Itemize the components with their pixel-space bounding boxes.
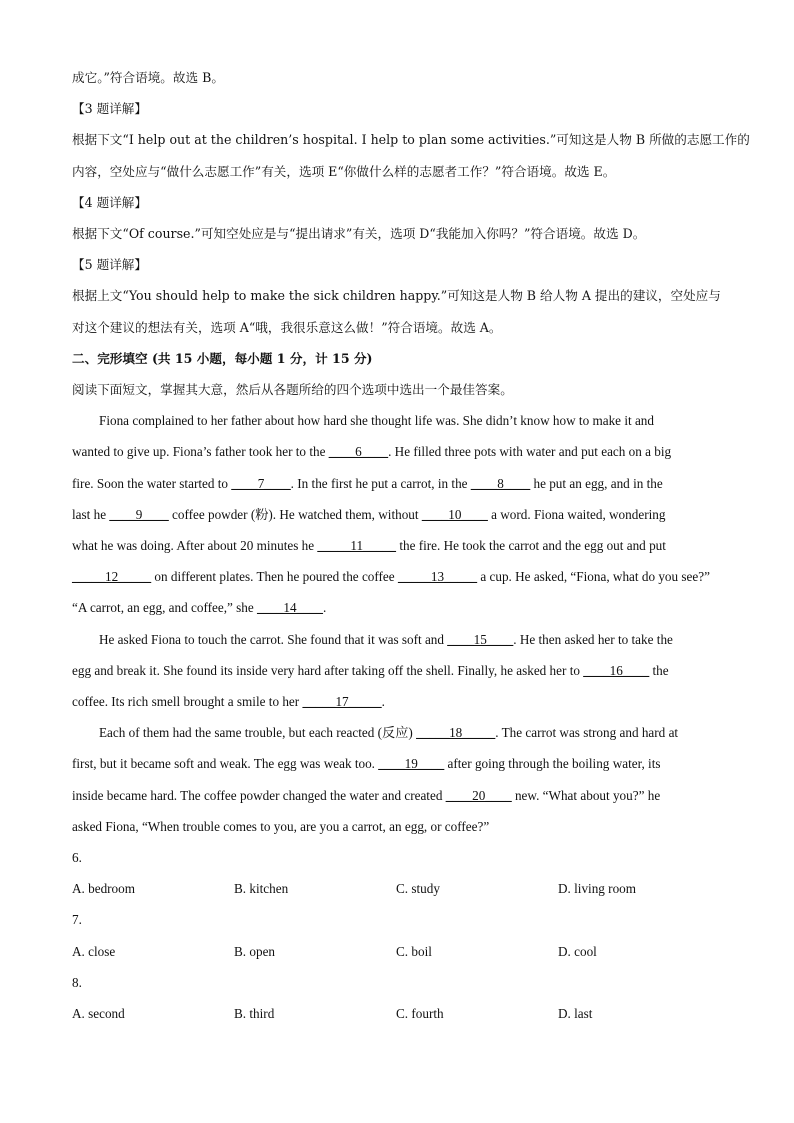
cloze-passage [72, 405, 722, 842]
blank-12: _____12_____ [72, 569, 152, 585]
blank-17: _____17_____ [302, 694, 382, 710]
passage-text: . In the first he put a carrot, in the [290, 475, 471, 491]
passage-text: new. “What about you?” he [511, 787, 661, 803]
passage-text: egg and break it. She found its inside very hard after taking off the shell. Finally, he asked her to [72, 662, 584, 678]
passage-line [72, 530, 722, 561]
passage-line [72, 468, 722, 499]
explanation-line: 内容，空处应与“做什么志愿工作”有关，选项 E“你做什么样的志愿者工作？”符合语境。故选 E。 [72, 163, 616, 179]
question-8 [72, 967, 722, 1029]
explanation-heading-3: 【3 题详解】 [72, 101, 147, 117]
passage-text: first, but it became soft and weak. The egg was weak too. [72, 756, 379, 772]
option-b[interactable]: B. open [234, 943, 276, 959]
explanation-line: 成它。”符合语境。故选 B。 [72, 70, 224, 85]
document-page [72, 62, 750, 1029]
passage-line [72, 686, 722, 717]
passage-text: Fiona complained to her father about how hard she thought life was. She didn’t know how to make it and [99, 413, 654, 429]
passage-text: . [381, 694, 385, 710]
question-number: 7. [72, 912, 82, 928]
explanation-line: 根据上文“You should help to make the sick children happy.”可知这是人物 B 给人物 A 提出的建议，空处应与 [72, 288, 721, 304]
question-7 [72, 904, 722, 966]
blank-20: ____20____ [445, 787, 512, 803]
explanation-line: 根据下文“I help out at the children’s hospital. I help to plan some activities.”可知这是人物 B 所做的志愿工作的 [72, 132, 750, 148]
passage-text: a word. Fiona waited, wondering [487, 506, 666, 522]
option-c[interactable]: C. boil [396, 943, 432, 959]
option-a[interactable]: A. second [72, 1006, 125, 1022]
passage-text: inside became hard. The coffee powder changed the water and created [72, 787, 446, 803]
explanation-heading-4: 【4 题详解】 [72, 194, 147, 210]
passage-text: . [322, 600, 327, 616]
passage-text: Each of them had the same trouble, but each reacted (反应) [99, 725, 417, 741]
passage-text: . He then asked her to take the [513, 631, 673, 647]
option-c[interactable]: C. study [396, 881, 440, 897]
question-6 [72, 842, 722, 904]
explanation-heading-5: 【5 题详解】 [72, 257, 147, 273]
blank-8: ____8____ [470, 475, 531, 491]
blank-16: ____16____ [583, 662, 650, 678]
passage-line [72, 811, 722, 842]
passage-line [72, 717, 722, 748]
blank-10: ____10____ [421, 506, 488, 522]
passage-line [72, 561, 722, 592]
option-c[interactable]: C. fourth [396, 1006, 444, 1022]
option-a[interactable]: A. close [72, 943, 116, 959]
blank-6: ____6____ [328, 444, 389, 460]
option-d[interactable]: D. last [558, 1006, 593, 1022]
passage-line [72, 436, 722, 467]
passage-line [72, 655, 722, 686]
passage-text: . The carrot was strong and hard at [495, 725, 679, 741]
passage-text: . He filled three pots with water and put each on a big [388, 444, 672, 460]
passage-text: “A carrot, an egg, and coffee,” she [72, 600, 258, 616]
passage-line [72, 592, 722, 623]
passage-line [72, 405, 722, 436]
section-title: 二、完形填空 (共 15 小题，每小题 1 分，计 15 分) [72, 350, 373, 366]
blank-7: ____7____ [231, 475, 291, 491]
passage-text: what he was doing. After about 20 minutes he [72, 538, 318, 554]
passage-text: the [649, 662, 669, 678]
blank-11: _____11_____ [317, 538, 397, 554]
passage-text: the fire. He took the carrot and the egg out and put [396, 538, 666, 554]
option-row [72, 873, 722, 904]
question-number: 6. [72, 850, 82, 866]
blank-19: ____19____ [378, 756, 445, 772]
passage-text: coffee powder (粉). He watched them, without [168, 506, 422, 522]
explanation-line: 对这个建议的想法有关，选项 A“哦，我很乐意这么做！”符合语境。故选 A。 [72, 319, 502, 335]
passage-line [72, 624, 722, 655]
question-number: 8. [72, 974, 82, 990]
passage-text: fire. Soon the water started to [72, 475, 232, 491]
passage-text: wanted to give up. Fiona’s father took her to the [72, 444, 329, 460]
option-row [72, 998, 722, 1029]
blank-15: ____15____ [447, 631, 514, 647]
passage-text: He asked Fiona to touch the carrot. She found that it was soft and [99, 631, 448, 647]
passage-text: coffee. Its rich smell brought a smile to her [72, 694, 303, 710]
option-b[interactable]: B. third [234, 1006, 275, 1022]
blank-18: _____18_____ [416, 725, 496, 741]
blank-9: ____9____ [109, 506, 169, 522]
passage-text: after going through the boiling water, its [444, 756, 661, 772]
passage-text: on different plates. Then he poured the coffee [151, 569, 398, 585]
passage-line [72, 748, 722, 779]
explanation-line: 根据下文“Of course.”可知空处应是与“提出请求”有关，选项 D“我能加入你吗？”符合语境。故选 D。 [72, 226, 646, 242]
passage-line [72, 499, 722, 530]
blank-13: _____13_____ [397, 569, 478, 585]
passage-line [72, 780, 722, 811]
passage-text: last he [72, 506, 110, 522]
option-d[interactable]: D. cool [558, 943, 597, 959]
blank-14: ____14____ [257, 600, 323, 616]
option-d[interactable]: D. living room [558, 881, 637, 897]
passage-text: asked Fiona, “When trouble comes to you, are you a carrot, an egg, or coffee?” [72, 818, 490, 834]
option-b[interactable]: B. kitchen [234, 881, 289, 897]
passage-text: a cup. He asked, “Fiona, what do you see?” [477, 569, 710, 585]
option-a[interactable]: A. bedroom [72, 881, 135, 897]
section-instruction: 阅读下面短文，掌握其大意，然后从各题所给的四个选项中选出一个最佳答案。 [72, 382, 513, 398]
option-row [72, 936, 722, 967]
passage-text: he put an egg, and in the [530, 475, 663, 491]
